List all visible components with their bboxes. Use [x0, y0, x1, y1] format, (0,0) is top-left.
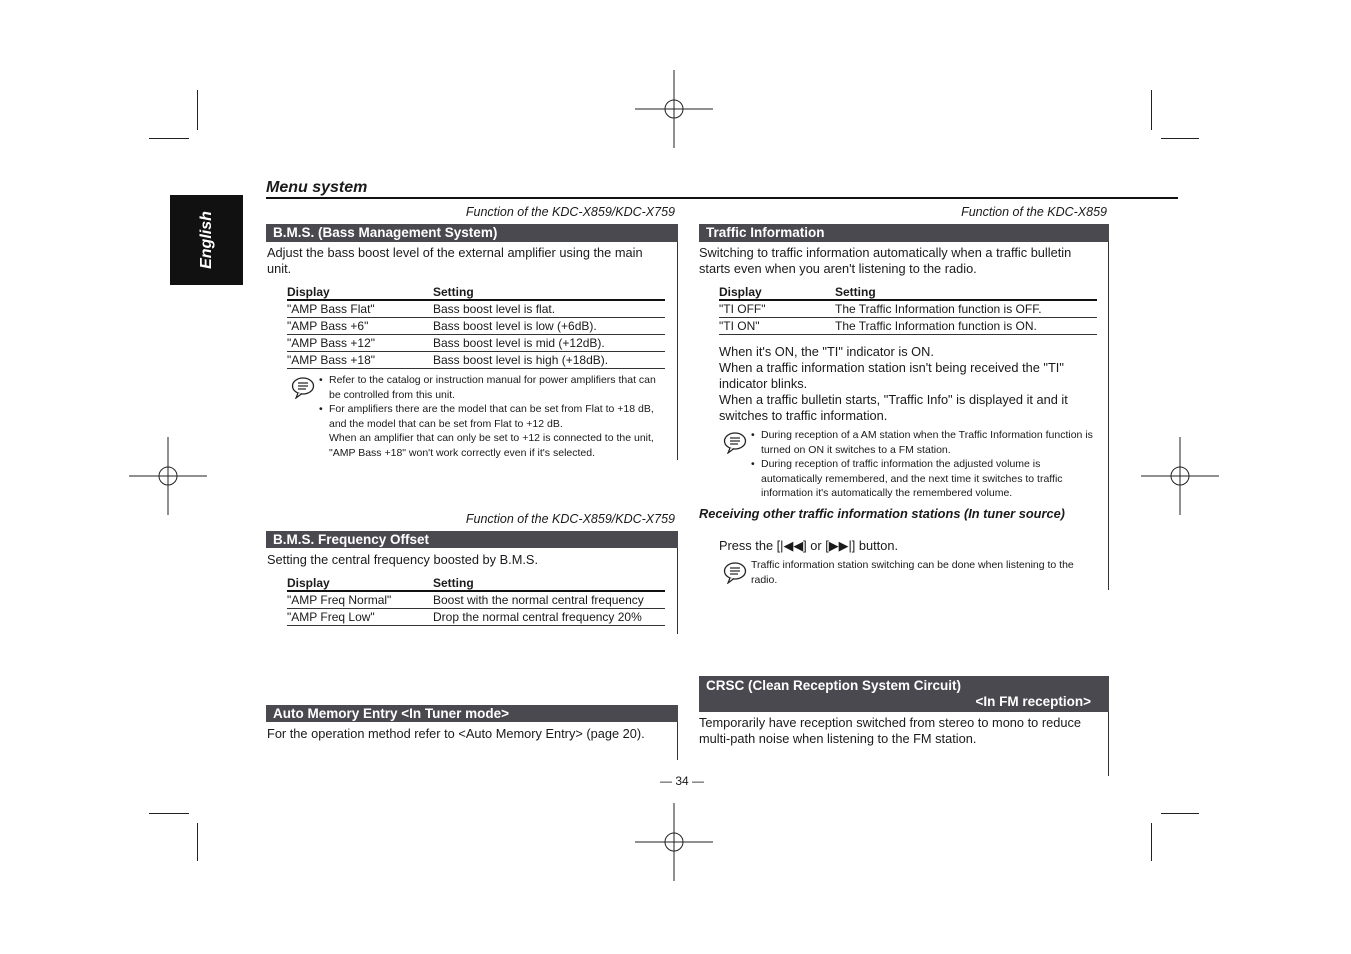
column-rule	[677, 242, 678, 460]
crop-mark	[149, 138, 189, 139]
after-table-line: When a traffic bulletin starts, "Traffic Info" is displayed it and it switches to traffic information.	[719, 392, 1068, 423]
table-row	[287, 609, 665, 626]
note-icon	[722, 560, 748, 584]
crop-mark	[1161, 813, 1199, 814]
page-title: Menu system	[266, 179, 368, 196]
table-header	[287, 285, 665, 301]
column-rule	[677, 722, 678, 760]
registration-mark-icon	[1141, 437, 1219, 515]
traffic-description: Switching to traffic information automatically when a traffic bulletin starts even when you aren't listening to the radio.	[699, 245, 1072, 276]
traffic-table	[719, 285, 1097, 335]
page-number: — 34 —	[660, 774, 705, 788]
registration-mark-icon	[129, 437, 207, 515]
header-setting: Setting	[433, 576, 474, 590]
table-row	[287, 318, 665, 335]
note-icon	[722, 430, 748, 454]
table-row	[287, 592, 665, 609]
cell-display: "AMP Freq Low"	[287, 610, 375, 624]
bms-notes	[319, 373, 669, 460]
cell-display: "AMP Bass +6"	[287, 319, 369, 333]
cell-display: "AMP Bass +12"	[287, 336, 376, 350]
cell-setting: The Traffic Information function is OFF.	[835, 302, 1042, 316]
header-setting: Setting	[835, 285, 876, 299]
bms-heading: B.M.S. (Bass Management System)	[266, 224, 678, 242]
traffic-sub-note: Traffic information station switching can be done when listening to the radio.	[751, 559, 1074, 586]
cell-setting: Bass boost level is mid (+12dB).	[433, 336, 605, 350]
crop-mark	[197, 823, 198, 861]
cell-setting: Bass boost level is high (+18dB).	[433, 353, 609, 367]
cell-setting: Bass boost level is flat.	[433, 302, 556, 316]
crsc-heading	[699, 676, 1109, 712]
traffic-sub-heading: Receiving other traffic information stations (In tuner source)	[699, 506, 1065, 521]
title-rule	[266, 197, 1178, 199]
header-setting: Setting	[433, 285, 474, 299]
traffic-after-table	[719, 344, 1094, 424]
traffic-heading: Traffic Information	[699, 224, 1109, 242]
table-row	[719, 301, 1097, 318]
table-header	[287, 576, 665, 592]
cell-setting: Drop the normal central frequency 20%	[433, 610, 642, 624]
header-display: Display	[719, 285, 762, 299]
header-display: Display	[287, 576, 330, 590]
after-table-line: When it's ON, the "TI" indicator is ON.	[719, 344, 934, 359]
note-item: • Refer to the catalog or instruction manual for power amplifiers that can be controlled from this unit.	[319, 373, 669, 402]
cell-setting: The Traffic Information function is ON.	[835, 319, 1037, 333]
cell-display: "TI OFF"	[719, 302, 766, 316]
language-tab-label: English	[197, 211, 215, 269]
language-tab	[170, 195, 243, 285]
crop-mark	[1151, 823, 1152, 861]
bms-freq-function-of: Function of the KDC-X859/KDC-X759	[465, 512, 675, 526]
note-item: • For amplifiers there are the model that can be set from Flat to +18 dB, and the model that can be set from Flat to +12 dB.	[319, 402, 669, 431]
note-item: • During reception of traffic information the adjusted volume is automatically remembered, and the next time it switches to traffic information it's automatically the remembered volume.	[751, 457, 1097, 501]
bms-table	[287, 285, 665, 369]
cell-display: "AMP Freq Normal"	[287, 593, 392, 607]
bms-freq-table	[287, 576, 665, 626]
after-table-line: When a traffic information station isn't being received the "TI" indicator blinks.	[719, 360, 1064, 391]
cell-setting: Bass boost level is low (+6dB).	[433, 319, 597, 333]
table-row	[719, 318, 1097, 335]
crsc-heading-line2: <In FM reception>	[975, 694, 1091, 709]
bms-function-of: Function of the KDC-X859/KDC-X759	[465, 205, 675, 219]
note-item: • During reception of a AM station when the Traffic Information function is turned on ON it switches to a FM station.	[751, 428, 1097, 457]
table-row	[287, 352, 665, 369]
auto-memory-heading: Auto Memory Entry <In Tuner mode>	[266, 705, 678, 722]
crop-mark	[1151, 90, 1152, 130]
column-rule	[1108, 712, 1109, 776]
auto-memory-description: For the operation method refer to <Auto Memory Entry> (page 20).	[267, 726, 645, 741]
column-rule	[677, 548, 678, 634]
column-rule	[1108, 242, 1109, 590]
traffic-function-of: Function of the KDC-X859	[961, 205, 1107, 219]
table-header	[719, 285, 1097, 301]
crop-mark	[149, 813, 189, 814]
crop-mark	[1161, 138, 1199, 139]
crsc-description: Temporarily have reception switched from stereo to mono to reduce multi-path noise when listening to the FM station.	[699, 715, 1081, 746]
registration-mark-icon	[635, 70, 713, 148]
cell-setting: Boost with the normal central frequency	[433, 593, 644, 607]
cell-display: "TI ON"	[719, 319, 760, 333]
cell-display: "AMP Bass Flat"	[287, 302, 375, 316]
bms-description: Adjust the bass boost level of the external amplifier using the main unit.	[267, 245, 643, 276]
registration-mark-icon	[635, 803, 713, 881]
note-icon	[290, 375, 316, 399]
traffic-notes	[751, 428, 1097, 501]
header-display: Display	[287, 285, 330, 299]
crsc-heading-line1: CRSC (Clean Reception System Circuit)	[706, 678, 962, 693]
table-row	[287, 335, 665, 352]
table-row	[287, 301, 665, 318]
note-continuation: When an amplifier that can only be set to +12 is connected to the unit, "AMP Bass +18" won't work correctly even if it's selected.	[329, 432, 654, 459]
traffic-press-text: Press the [|◀◀] or [▶▶|] button.	[719, 538, 899, 553]
crop-mark	[197, 90, 198, 130]
bms-freq-description: Setting the central frequency boosted by B.M.S.	[267, 552, 539, 567]
cell-display: "AMP Bass +18"	[287, 353, 376, 367]
bms-freq-heading: B.M.S. Frequency Offset	[266, 531, 678, 548]
